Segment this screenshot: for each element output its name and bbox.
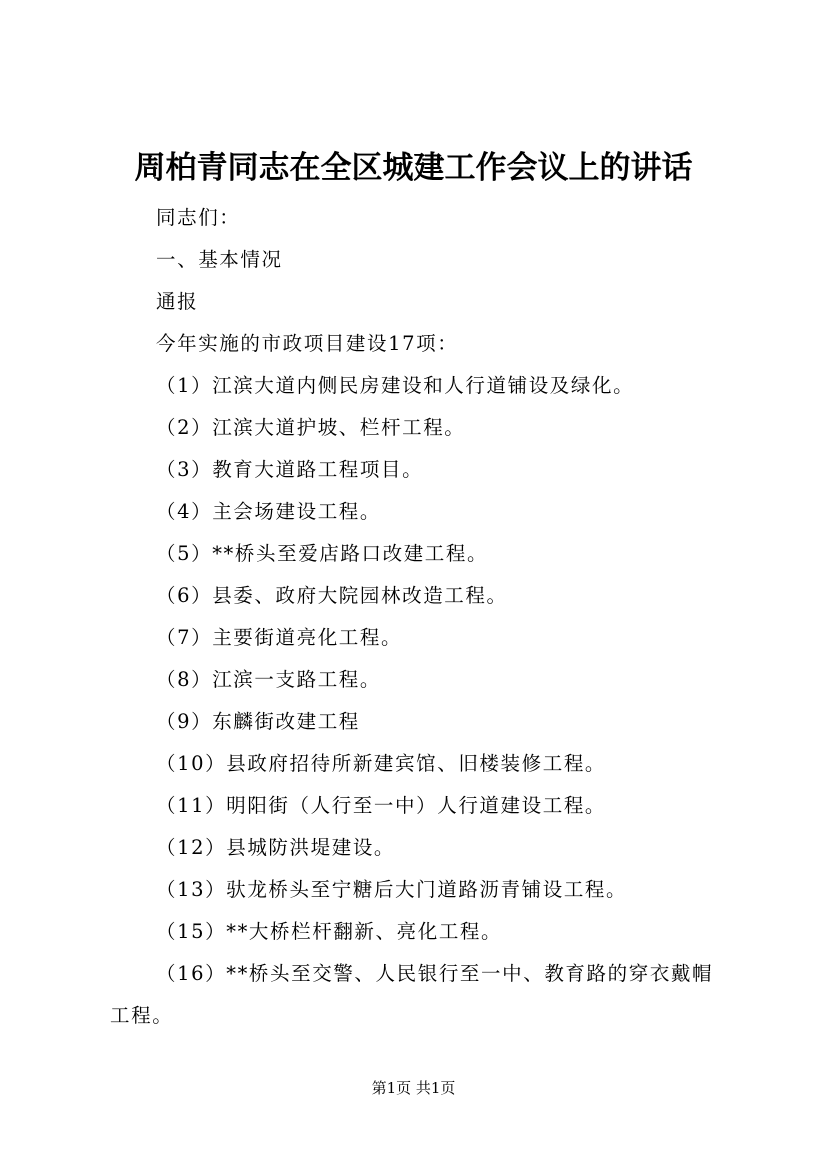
list-item: （7）主要街道亮化工程。 xyxy=(156,626,403,649)
list-item: （6）县委、政府大院园林改造工程。 xyxy=(156,584,508,607)
section-heading: 一、基本情况 xyxy=(156,248,283,271)
paragraph-report: 通报 xyxy=(156,290,199,313)
list-item: （2）江滨大道护坡、栏杆工程。 xyxy=(156,416,466,439)
list-item: （8）江滨一支路工程。 xyxy=(156,668,382,691)
list-item: （1）江滨大道内侧民房建设和人行道铺设及绿化。 xyxy=(156,374,635,397)
list-item: （16）**桥头至交警、人民银行至一中、教育路的穿衣戴帽工程。 xyxy=(110,962,714,1027)
list-item: （11）明阳街（人行至一中）人行道建设工程。 xyxy=(156,794,607,817)
list-item: （5）**桥头至爱店路口改建工程。 xyxy=(156,542,489,565)
list-item: （13）驮龙桥头至宁糖后大门道路沥青铺设工程。 xyxy=(156,878,628,901)
list-item: （12）县城防洪堤建设。 xyxy=(156,836,396,859)
page-footer: 第1页 共1页 xyxy=(371,1079,456,1097)
paragraph-greeting: 同志们： xyxy=(156,206,241,229)
list-item: （10）县政府招待所新建宾馆、旧楼装修工程。 xyxy=(156,752,607,775)
document-body xyxy=(110,197,730,1037)
paragraph-project-intro: 今年实施的市政项目建设17项： xyxy=(156,332,459,355)
list-item: （9）东麟街改建工程 xyxy=(156,710,360,733)
document-title: 周柏青同志在全区城建工作会议上的讲话 xyxy=(134,150,693,186)
list-item: （3）教育大道路工程项目。 xyxy=(156,458,424,481)
list-item: （4）主会场建设工程。 xyxy=(156,500,382,523)
list-item: （15）**大桥栏杆翻新、亮化工程。 xyxy=(156,920,503,943)
